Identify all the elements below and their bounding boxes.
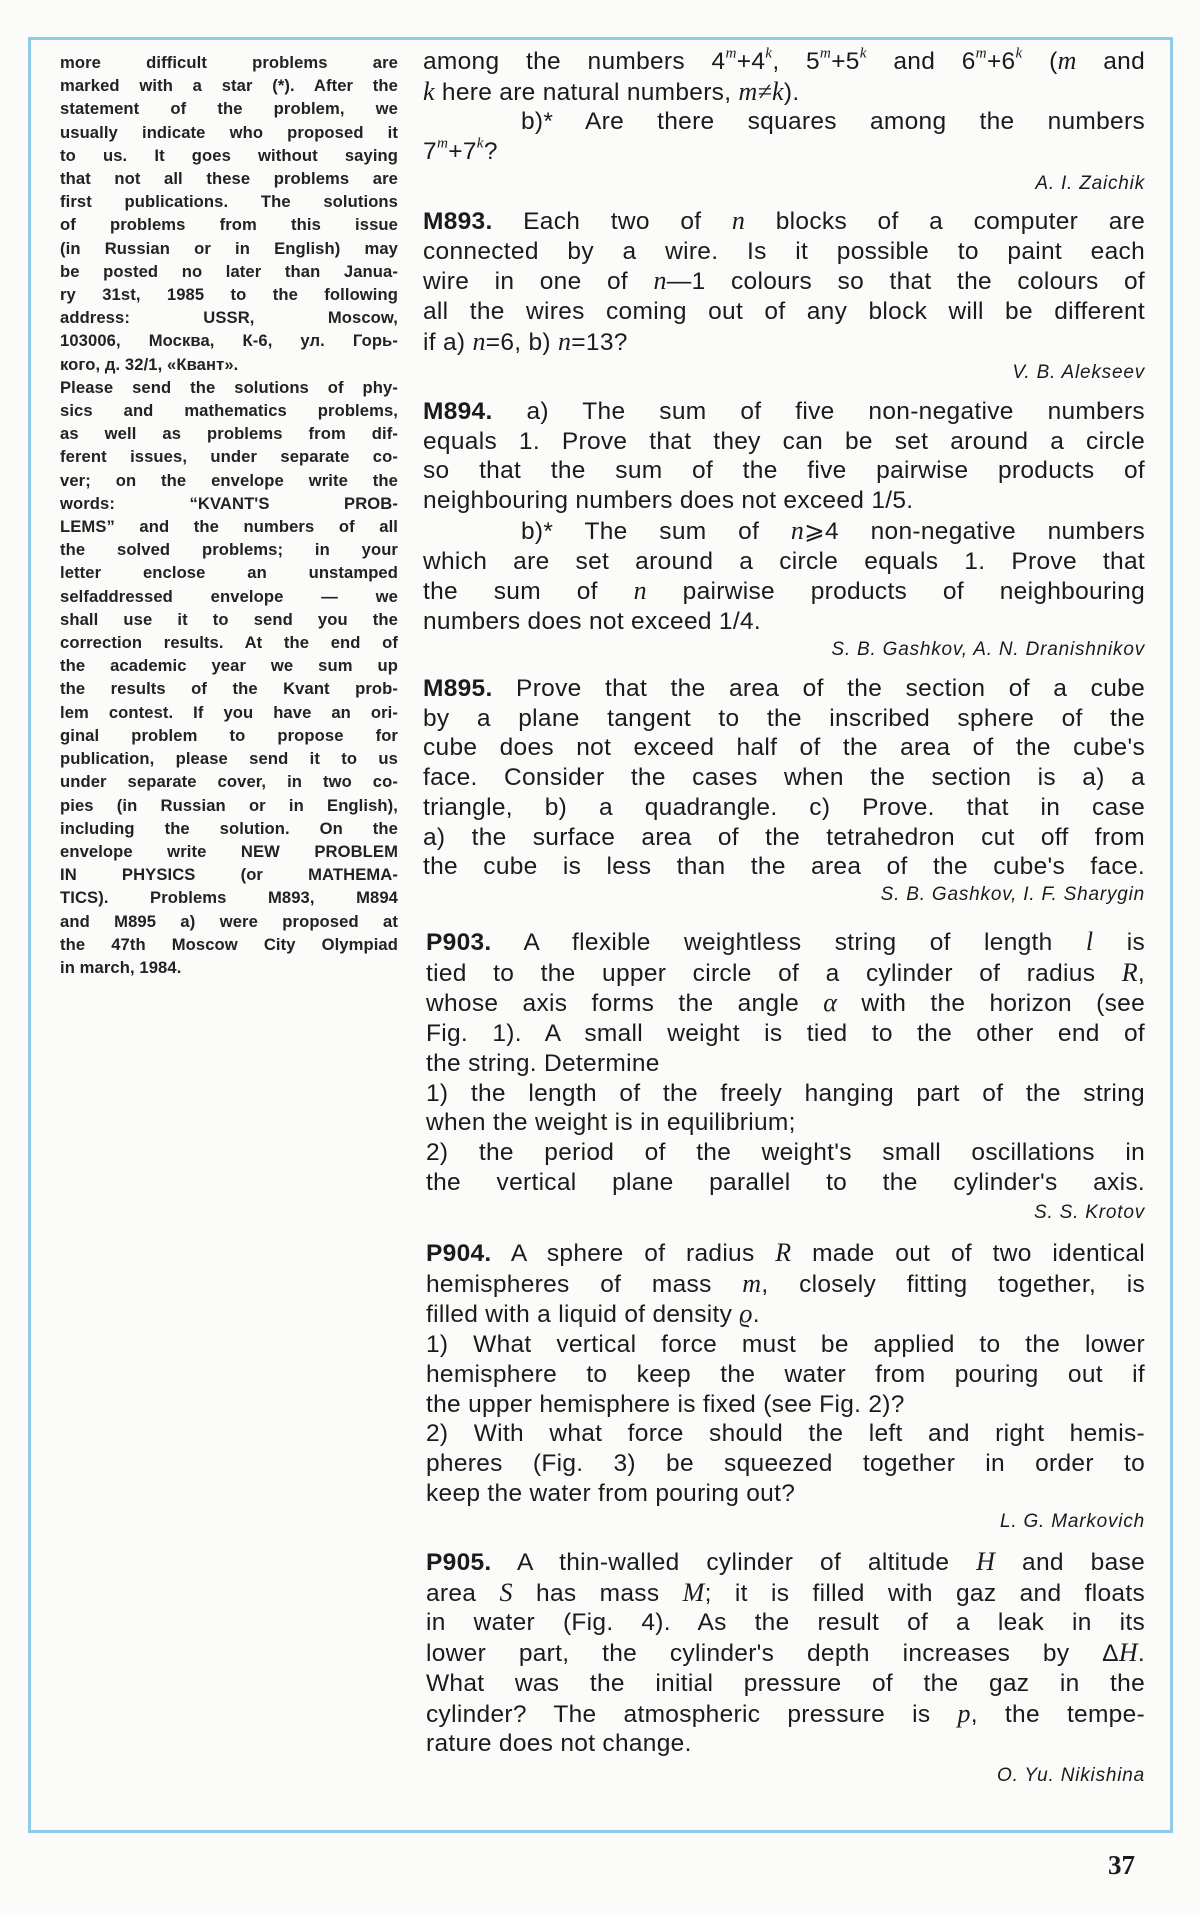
math-variable: H [976, 1547, 996, 1576]
exponent: k [1015, 44, 1023, 62]
problem-author: S. S. Krotov [1034, 1202, 1145, 1223]
exponent: m [436, 134, 449, 152]
math-variable: R [775, 1238, 792, 1267]
text-line [423, 763, 1145, 793]
text-run: ? [483, 138, 498, 166]
text-line [423, 297, 1145, 327]
math-variable: n [633, 576, 647, 606]
problem-number: P903. [426, 929, 492, 956]
text-line [423, 674, 1145, 704]
text-run: marked with a star (*). After the [60, 76, 398, 96]
math-variable: S [499, 1577, 513, 1607]
problem-m893 [423, 206, 1145, 358]
text-line [426, 1419, 1145, 1449]
text-line [60, 910, 398, 933]
text-line [60, 585, 398, 608]
text-run: letter enclose an unstamped [60, 563, 398, 583]
text-run: 7 [423, 138, 437, 166]
text-line [60, 445, 398, 468]
text-run: (in Russian or in English) may [60, 238, 398, 258]
text-line [60, 561, 398, 584]
exponent: k [859, 44, 867, 62]
text-run: a) The sum of five non-negative numbers [492, 398, 1145, 425]
text-run: A thin-walled cylinder of altitude [491, 1549, 977, 1576]
text-line [423, 823, 1145, 853]
text-run: be posted no later than Janua- [60, 261, 398, 281]
text-line [60, 422, 398, 445]
text-line [426, 1108, 1145, 1138]
math-variable: l [1085, 927, 1094, 956]
math-variable: M [682, 1577, 705, 1607]
math-variable: ϱ [739, 1299, 753, 1329]
text-run: 1) What vertical force must be applied to the lower [426, 1331, 1145, 1359]
text-line [423, 77, 1145, 108]
text-run: b)* The sum of [521, 517, 791, 545]
text-run: lem contest. If you have an ori- [60, 702, 398, 722]
problem-p904 [426, 1238, 1145, 1508]
exponent: m [725, 44, 737, 62]
text-line [423, 46, 1145, 77]
text-line [60, 74, 398, 97]
text-run: +7 [448, 138, 477, 166]
text-run: Please send the solutions of phy- [60, 377, 398, 397]
text-run: What was the initial pressure of the gaz in the [426, 1669, 1145, 1697]
text-run: кого, д. 32/1, «Квант». [60, 354, 239, 374]
text-line [60, 306, 398, 329]
text-run: and 6 [866, 48, 976, 75]
text-line [426, 1019, 1145, 1049]
text-run: triangle, b) a quadrangle. c) Prove. that in case [423, 793, 1145, 821]
text-line [423, 852, 1145, 882]
text-line [423, 607, 1145, 637]
text-line [423, 237, 1145, 267]
text-line [426, 1669, 1145, 1699]
problem-author: L. G. Markovich [999, 1511, 1145, 1532]
text-line [60, 376, 398, 399]
text-run: IN PHYSICS (or MATHEMA- [60, 865, 398, 885]
text-run: area [426, 1579, 500, 1607]
math-variable: R [1121, 957, 1138, 987]
text-run: 1) the length of the freely hanging part of the string [426, 1079, 1145, 1107]
text-run: in water (Fig. 4). As the result of a leak in its [426, 1609, 1145, 1637]
text-line [423, 327, 1145, 358]
text-run: when the weight is in equilibrium; [426, 1109, 796, 1137]
math-variable: n [790, 515, 805, 545]
text-run: here are natural numbers, [434, 78, 739, 106]
text-run: including the solution. On the [60, 818, 398, 838]
math-variable: m [1057, 46, 1077, 75]
text-run: TICS). Problems M893, M894 [60, 888, 398, 908]
math-variable: α [823, 988, 838, 1018]
text-run: +6 [986, 48, 1016, 75]
text-run: envelope write NEW PROBLEM [60, 841, 398, 861]
text-run: ginal problem to propose for [60, 725, 398, 745]
text-run: and base [995, 1549, 1145, 1576]
text-run: filled with a liquid of density [426, 1301, 740, 1329]
text-run: =6, b) [485, 328, 558, 356]
text-line [60, 190, 398, 213]
text-run: , the tempe- [970, 1700, 1145, 1728]
text-run: —1 colours so that the colours of [666, 268, 1146, 296]
text-run: first publications. The solutions [60, 192, 398, 212]
text-run: the solved problems; in your [60, 540, 398, 560]
text-line [60, 863, 398, 886]
text-run: statement of the problem, we [60, 99, 398, 119]
text-line [426, 1299, 1145, 1330]
text-run: made out of two identical [791, 1240, 1145, 1267]
text-run: the upper hemisphere is fixed (see Fig. 2)? [426, 1390, 905, 1418]
text-line [423, 456, 1145, 486]
text-line [426, 1330, 1145, 1360]
math-variable: n [558, 326, 572, 356]
text-line [60, 213, 398, 236]
text-run: numbers does not exceed 1/4. [423, 607, 762, 635]
text-run: pairwise products of neighbouring [646, 578, 1146, 606]
text-run: the vertical plane parallel to the cylinder's axis. [426, 1168, 1145, 1196]
text-line [60, 515, 398, 538]
problem-number: M894. [423, 398, 493, 425]
text-line [423, 266, 1145, 297]
text-run: as well as problems from dif- [60, 424, 398, 444]
text-line [426, 1608, 1145, 1638]
text-line [60, 353, 398, 376]
text-line [60, 631, 398, 654]
text-run: cube does not exceed half of the area of the cube's [423, 734, 1145, 762]
text-line [60, 283, 398, 306]
text-run: Fig. 1). A small weight is tied to the other end of [426, 1020, 1145, 1048]
text-run: usually indicate who proposed it [60, 122, 398, 142]
text-run: +5 [831, 48, 860, 75]
text-line [60, 144, 398, 167]
text-run: ry 31st, 1985 to the following [60, 285, 398, 305]
text-run: wire in one of [423, 268, 654, 296]
text-line [60, 840, 398, 863]
text-line [60, 794, 398, 817]
text-line [60, 97, 398, 120]
text-line [60, 747, 398, 770]
text-run: shall use it to send you the [60, 609, 398, 629]
text-line [426, 1638, 1145, 1669]
text-line [60, 608, 398, 631]
problem-author: S. B. Gashkov, A. N. Dranishnikov [831, 639, 1145, 660]
text-line [60, 956, 398, 979]
text-line [426, 1547, 1145, 1578]
text-run: 103006, Москва, К-6, ул. Горь- [60, 331, 398, 351]
problem-m892-continuation [423, 46, 1145, 167]
text-line [426, 1729, 1145, 1759]
text-line [423, 576, 1145, 607]
text-run: of problems from this issue [60, 215, 398, 235]
text-run: to us. It goes without saying [60, 145, 398, 165]
text-line [426, 1238, 1145, 1269]
text-line [423, 547, 1145, 577]
text-run: by a plane tangent to the inscribed sphere of the [423, 704, 1145, 732]
text-run: that not all these problems are [60, 169, 398, 189]
text-line [60, 492, 398, 515]
math-variable: p [957, 1698, 971, 1728]
text-run: 2) With what force should the left and right hemis- [426, 1420, 1145, 1448]
text-run: blocks of a computer are [745, 208, 1145, 235]
text-run: tied to the upper circle of a cylinder of radius [426, 959, 1122, 987]
text-line [60, 469, 398, 492]
text-run: ( [1022, 48, 1058, 75]
text-line [60, 399, 398, 422]
text-run: ferent issues, under separate co- [60, 447, 398, 467]
problem-author: S. B. Gashkov, I. F. Sharygin [880, 884, 1145, 905]
text-run: 2) the period of the weight's small oscillations in [426, 1138, 1145, 1166]
text-line [60, 701, 398, 724]
text-run: ; it is filled with gaz and floats [704, 1579, 1145, 1607]
text-run: more difficult problems are [60, 53, 398, 72]
text-run: cylinder? The atmospheric pressure is [426, 1700, 958, 1728]
text-line [426, 1449, 1145, 1479]
problem-author: V. B. Alekseev [1012, 362, 1145, 383]
text-run: correction results. At the end of [60, 633, 398, 653]
text-line [60, 724, 398, 747]
text-line [423, 486, 1145, 516]
problem-p903 [426, 927, 1145, 1197]
text-run: pheres (Fig. 3) be squeezed together in order to [426, 1449, 1145, 1477]
text-run: A flexible weightless string of length [491, 929, 1086, 956]
math-variable: k [423, 76, 435, 106]
text-line [426, 1138, 1145, 1168]
text-run: ). [783, 78, 800, 106]
text-line [426, 1079, 1145, 1109]
math-variable: m≠k [738, 76, 784, 106]
text-line [423, 397, 1145, 427]
text-run: has mass [512, 1579, 683, 1607]
text-line [423, 793, 1145, 823]
problem-author: O. Yu. Nikishina [997, 1765, 1145, 1786]
problem-number: M895. [423, 675, 493, 702]
text-line [60, 817, 398, 840]
text-line [60, 770, 398, 793]
text-run: whose axis forms the angle [426, 990, 824, 1018]
text-run: b)* Are there squares among the numbers [521, 108, 1145, 136]
problem-p905 [426, 1547, 1145, 1759]
text-run: Each two of [492, 208, 732, 235]
text-line [60, 538, 398, 561]
math-variable: n [653, 266, 667, 296]
text-run: a) the surface area of the tetrahedron cut off from [423, 823, 1145, 851]
text-line [60, 329, 398, 352]
text-line [423, 107, 1145, 137]
problem-author: A. I. Zaichik [1035, 173, 1145, 194]
text-run: , 5 [772, 48, 820, 75]
text-run: . [752, 1301, 760, 1329]
text-run: address: USSR, Moscow, [60, 308, 398, 328]
text-run: and M895 a) were proposed at [60, 911, 398, 931]
text-line [60, 51, 398, 74]
text-run: if a) [423, 328, 473, 356]
text-line [423, 733, 1145, 763]
text-line [423, 427, 1145, 457]
text-run: =13? [571, 328, 628, 356]
text-line [426, 1479, 1145, 1509]
text-run: the string. Determine [426, 1049, 660, 1077]
text-run: and [1076, 48, 1145, 75]
submission-instructions [60, 51, 398, 979]
text-line [426, 1269, 1145, 1300]
text-run: neighbouring numbers does not exceed 1/5. [423, 487, 914, 515]
text-line [60, 933, 398, 956]
text-run: the 47th Moscow City Olympiad [60, 934, 398, 954]
exponent: k [765, 44, 773, 62]
text-run: is [1093, 929, 1145, 956]
problem-number: P905. [426, 1549, 492, 1576]
text-line [426, 1699, 1145, 1730]
problem-number: P904. [426, 1240, 492, 1267]
text-line [60, 677, 398, 700]
text-run: words: “KVANT'S PROB- [60, 493, 398, 513]
text-line [423, 516, 1145, 547]
text-run: the academic year we sum up [60, 656, 398, 676]
text-line [60, 121, 398, 144]
text-run: equals 1. Prove that they can be set around a circle [423, 427, 1145, 455]
text-run: rature does not change. [426, 1730, 692, 1758]
page-number: 37 [1108, 1850, 1135, 1880]
text-run: . [1137, 1640, 1145, 1668]
text-run: LEMS” and the numbers of all [60, 517, 398, 537]
text-run: ⩾4 non-negative numbers [804, 517, 1145, 545]
text-run: publication, please send it to us [60, 749, 398, 769]
math-variable: m [742, 1268, 762, 1298]
text-run: ver; on the envelope write the [60, 470, 398, 490]
text-line [60, 167, 398, 190]
text-line [426, 958, 1145, 989]
text-run: Prove that the area of the section of a cube [492, 675, 1145, 702]
exponent: m [975, 44, 987, 62]
text-line [60, 654, 398, 677]
text-line [423, 134, 1145, 167]
math-variable: n [731, 206, 746, 235]
text-run: among the numbers 4 [423, 48, 726, 75]
text-run: in march, 1984. [60, 957, 182, 977]
text-run: the cube is less than the area of the cube's face. [423, 853, 1145, 881]
text-line [60, 886, 398, 909]
text-run: the sum of [423, 578, 634, 606]
exponent: m [819, 44, 832, 62]
text-run: +4 [736, 48, 766, 75]
problem-number: M893. [423, 208, 493, 235]
text-line [426, 988, 1145, 1019]
text-line [426, 1049, 1145, 1079]
text-line [426, 1168, 1145, 1198]
text-run: connected by a wire. Is it possible to paint each [423, 237, 1145, 265]
text-line [426, 1360, 1145, 1390]
text-run: hemisphere to keep the water from pouring out if [426, 1360, 1145, 1388]
text-line [426, 1578, 1145, 1609]
text-run: all the wires coming out of any block will be different [423, 298, 1145, 326]
text-run: with the horizon (see [837, 990, 1145, 1018]
text-run: , [1137, 959, 1145, 987]
math-variable: n [472, 326, 486, 356]
text-run: face. Consider the cases when the section is a) a [423, 764, 1145, 792]
text-run: selfaddressed envelope — we [60, 586, 398, 606]
text-run: keep the water from pouring out? [426, 1479, 796, 1507]
text-run: A sphere of radius [491, 1240, 776, 1267]
text-run: lower part, the cylinder's depth increases by Δ [426, 1640, 1119, 1668]
text-line [423, 206, 1145, 237]
problem-m894 [423, 397, 1145, 637]
text-run: the results of the Kvant prob- [60, 679, 398, 699]
text-run: which are set around a circle equals 1. Prove that [423, 547, 1145, 575]
math-variable: H [1118, 1638, 1138, 1668]
text-line [426, 927, 1145, 958]
text-run: under separate cover, in two co- [60, 772, 398, 792]
text-line [60, 260, 398, 283]
exponent: k [476, 134, 484, 152]
text-line [60, 237, 398, 260]
text-run: pies (in Russian or in English), [60, 795, 398, 815]
text-line [423, 704, 1145, 734]
text-run: sics and mathematics problems, [60, 401, 398, 421]
problem-m895 [423, 674, 1145, 882]
text-run: hemispheres of mass [426, 1270, 743, 1298]
text-run: , closely fitting together, is [761, 1270, 1146, 1298]
text-run: so that the sum of the five pairwise products of [423, 457, 1145, 485]
text-line [426, 1390, 1145, 1420]
